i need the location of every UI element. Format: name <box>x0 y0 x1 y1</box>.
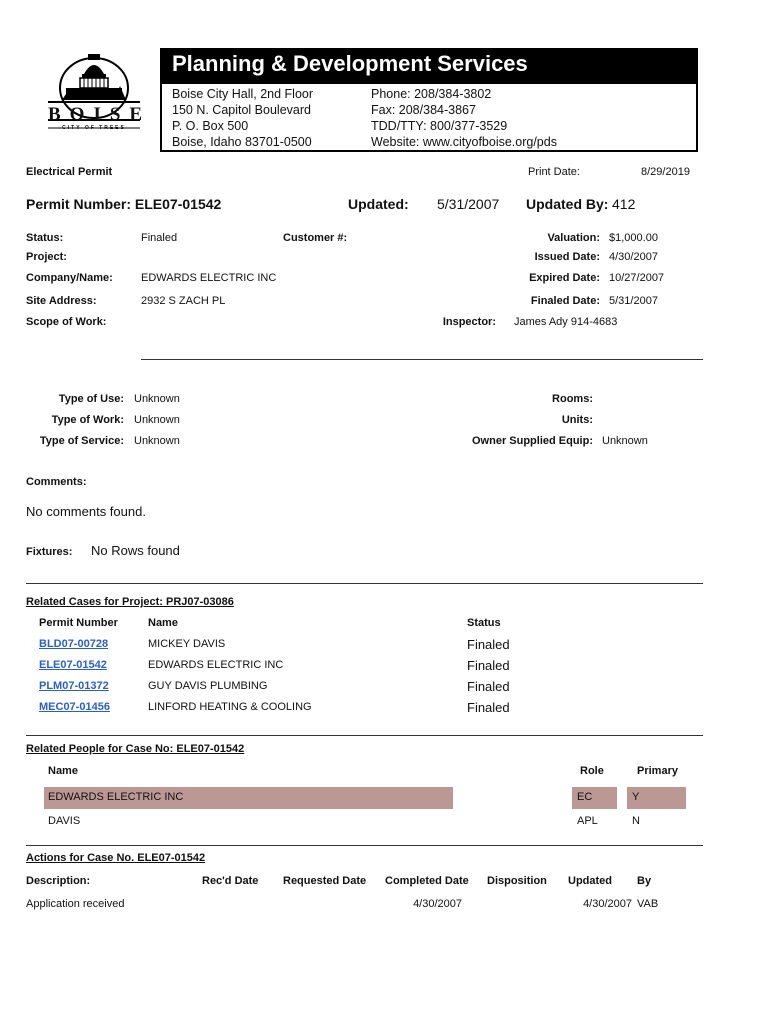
case-name: EDWARDS ELECTRIC INC <box>148 659 284 671</box>
col-status: Status <box>467 617 501 629</box>
inspector-value: James Ady 914-4683 <box>514 316 618 328</box>
col-permit-number: Permit Number <box>39 617 118 629</box>
col-requested-date: Requested Date <box>283 875 367 887</box>
address-block <box>172 86 313 150</box>
finaled-label: Finaled Date: <box>530 295 600 307</box>
action-updated-date: 4/30/2007 <box>583 898 632 910</box>
col-people-name: Name <box>48 765 78 777</box>
related-people-title: Related People for Case No: ELE07-01542 <box>26 743 245 755</box>
scope-label: Scope of Work: <box>26 316 107 328</box>
comments-label: Comments: <box>26 476 87 488</box>
actions-title: Actions for Case No. ELE07-01542 <box>26 852 206 864</box>
service-value: Unknown <box>134 435 180 447</box>
site-label: Site Address: <box>26 295 97 307</box>
service-label: Type of Service: <box>39 435 124 447</box>
related-cases-title: Related Cases for Project: PRJ07-03086 <box>26 596 234 608</box>
customer-label: Customer #: <box>283 232 348 244</box>
no-comments: No comments found. <box>26 504 146 519</box>
project-label: Project: <box>26 251 67 263</box>
divider <box>141 359 703 360</box>
col-disposition: Disposition <box>487 875 547 887</box>
case-name: GUY DAVIS PLUMBING <box>148 680 268 692</box>
person-primary: N <box>632 815 640 827</box>
status-label: Status: <box>26 232 64 244</box>
fax-line: Fax: 208/384-3867 <box>371 103 476 117</box>
phone-line: Phone: 208/384-3802 <box>371 87 492 101</box>
case-status: Finaled <box>467 679 510 694</box>
col-by: By <box>637 875 652 887</box>
col-description: Description: <box>26 875 91 887</box>
action-completed-date: 4/30/2007 <box>413 898 462 910</box>
action-description: Application received <box>26 898 125 910</box>
case-status: Finaled <box>467 700 510 715</box>
inspector-label: Inspector: <box>442 316 496 328</box>
person-role: EC <box>577 791 593 803</box>
case-link[interactable]: MEC07-01456 <box>39 701 110 713</box>
divider <box>26 583 703 584</box>
print-date: 8/29/2019 <box>641 166 690 178</box>
divider <box>26 845 703 846</box>
owner-equip-label: Owner Supplied Equip: <box>472 435 593 447</box>
case-link[interactable]: ELE07-01542 <box>39 659 107 671</box>
finaled-value: 5/31/2007 <box>609 295 658 307</box>
case-name: LINFORD HEATING & COOLING <box>148 701 312 713</box>
no-fixtures: No Rows found <box>91 543 180 558</box>
issued-label: Issued Date: <box>534 251 600 263</box>
permit-number: Permit Number: ELE07-01542 <box>26 196 222 212</box>
col-name: Name <box>148 617 178 629</box>
case-name: MICKEY DAVIS <box>148 638 226 650</box>
print-date-label: Print Date: <box>528 166 580 178</box>
valuation-value: $1,000.00 <box>609 232 658 244</box>
case-status: Finaled <box>467 637 510 652</box>
work-label: Type of Work: <box>51 414 124 426</box>
col-primary: Primary <box>637 765 678 777</box>
company-label: Company/Name: <box>26 272 113 284</box>
action-by: VAB <box>637 898 659 910</box>
col-role: Role <box>580 765 604 777</box>
col-updated: Updated <box>568 875 612 887</box>
address-line: P. O. Box 500 <box>172 119 249 133</box>
person-name: DAVIS <box>48 815 81 827</box>
issued-value: 4/30/2007 <box>609 251 658 263</box>
person-role: APL <box>577 815 598 827</box>
updated-label: Updated: <box>348 196 409 212</box>
case-status: Finaled <box>467 658 510 673</box>
valuation-label: Valuation: <box>547 232 600 244</box>
tdd-line: TDD/TTY: 800/377-3529 <box>371 119 508 133</box>
use-value: Unknown <box>134 393 180 405</box>
expired-label: Expired Date: <box>529 272 600 284</box>
rooms-label: Rooms: <box>552 393 593 405</box>
fixtures-label: Fixtures: <box>26 546 73 558</box>
site-value: 2932 S ZACH PL <box>141 295 226 307</box>
address-line: 150 N. Capitol Boulevard <box>172 103 311 117</box>
updated-by: 412 <box>612 196 636 212</box>
person-name: EDWARDS ELECTRIC INC <box>48 791 184 803</box>
divider <box>26 735 703 736</box>
updated-date: 5/31/2007 <box>437 196 500 212</box>
permit-type: Electrical Permit <box>26 166 113 178</box>
expired-value: 10/27/2007 <box>609 272 665 284</box>
logo-wordmark: BOISE <box>48 104 152 125</box>
use-label: Type of Use: <box>58 393 124 405</box>
work-value: Unknown <box>134 414 180 426</box>
department-title: Planning & Development Services <box>160 48 698 84</box>
company-value: EDWARDS ELECTRIC INC <box>141 272 277 284</box>
updated-by-label: Updated By: <box>526 196 609 212</box>
case-link[interactable]: PLM07-01372 <box>39 680 109 692</box>
website-line: Website: www.cityofboise.org/pds <box>371 135 557 149</box>
col-completed-date: Completed Date <box>385 875 469 887</box>
address-line: Boise City Hall, 2nd Floor <box>172 87 314 101</box>
col-recd-date: Rec'd Date <box>202 875 259 887</box>
address-line: Boise, Idaho 83701-0500 <box>172 135 312 149</box>
units-label: Units: <box>561 414 593 426</box>
case-link[interactable]: BLD07-00728 <box>39 638 109 650</box>
status-value: Finaled <box>141 232 178 244</box>
owner-equip-value: Unknown <box>602 435 648 447</box>
logo-tagline: CITY OF TREES <box>62 125 126 131</box>
contact-block <box>371 86 557 150</box>
person-primary: Y <box>632 791 640 803</box>
